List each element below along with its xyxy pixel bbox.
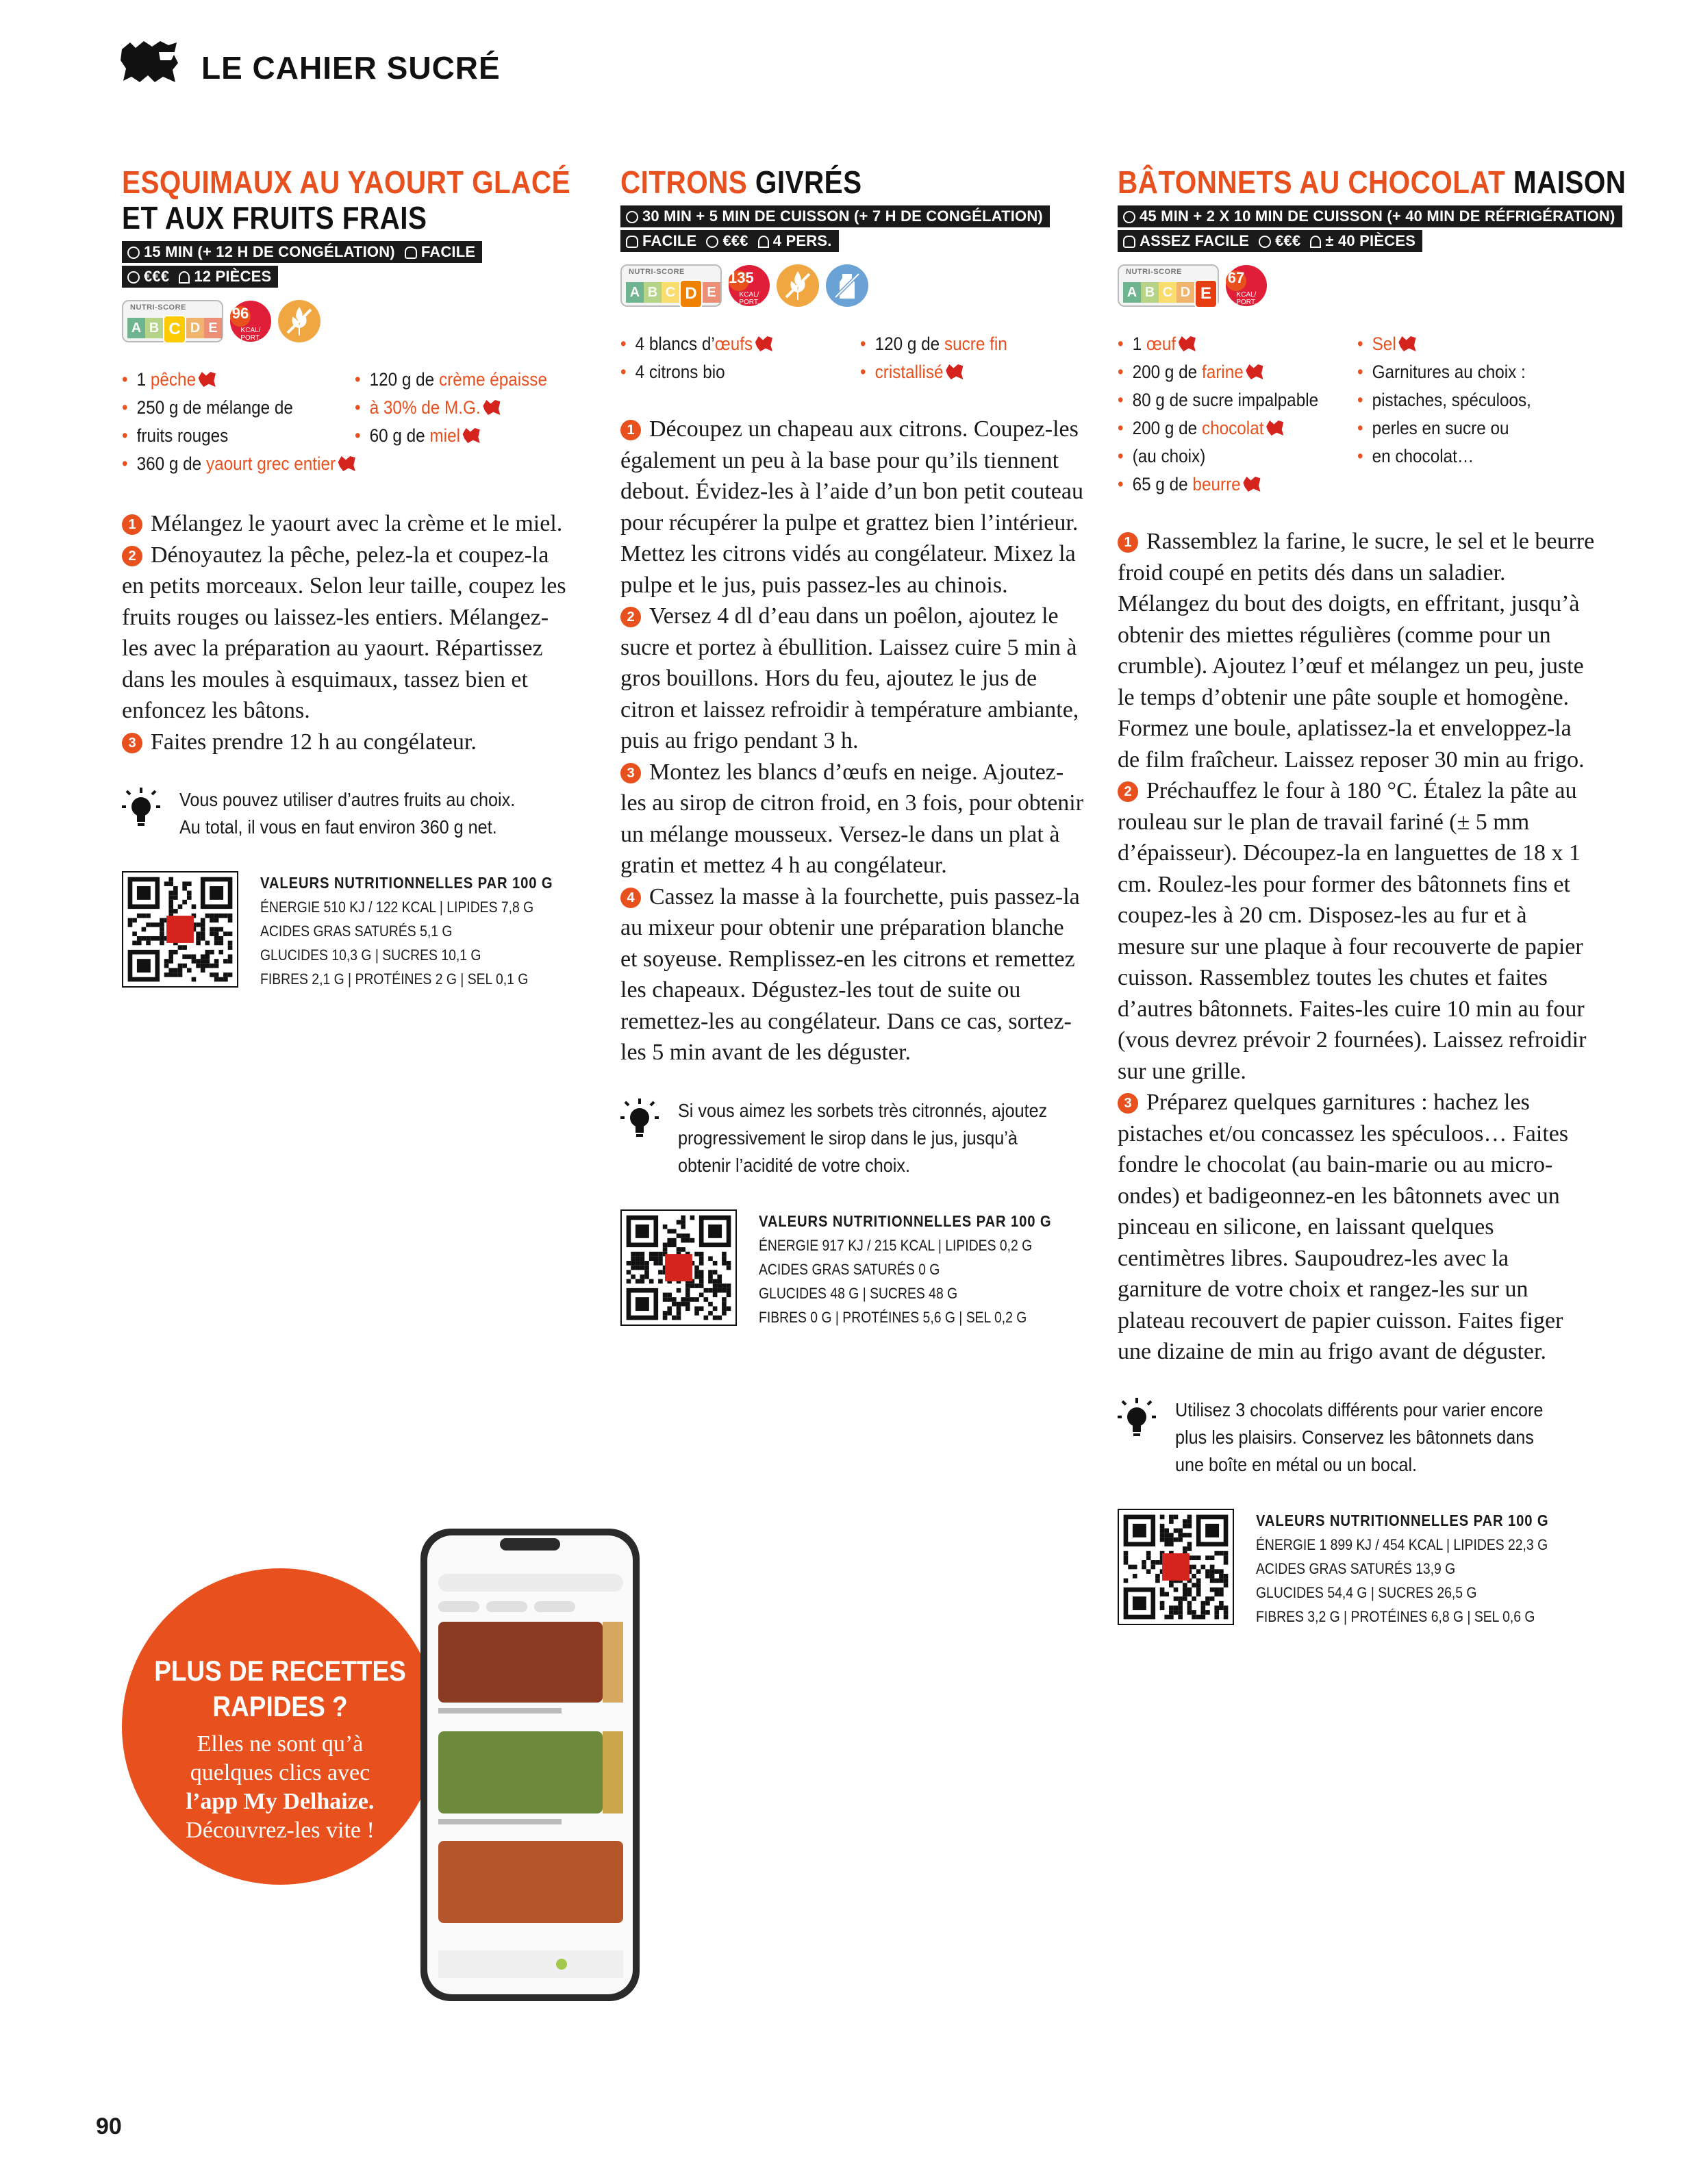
qr-code[interactable]	[1118, 1509, 1234, 1625]
list-item: • 4 blancs d’œufs	[620, 330, 836, 358]
step: 2 Versez 4 dl d’eau dans un poêlon, ajoutez le sucre et portez à ébullition. Laissez cuire 5 min à gros bouillons. Hors du feu, ajoutez le jus de citron et laissez refroidir à température ambiante, puis au frigo pendant 3 h.	[620, 603, 1079, 753]
lightbulb-icon	[1118, 1396, 1156, 1444]
step: 2 Préchauffez le four à 180 °C. Étalez la pâte au rouleau sur le plan de travail fariné (± 5 mm d’épaisseur). Découpez-la en languettes de 18 x 1 cm. Roulez-les pour former des bâtonnets fins et coupez-les à 20 cm. Disposez-les au fur et à mesure sur une plaque à four recouverte de papier cuisson. Rassemblez toutes les chutes et faites d’autres bâtonnets. Faites-les cuire 10 min au four (vous devrez prévoir 2 fournées). Laissez refroidir sur une grille.	[1118, 778, 1587, 1084]
qr-code[interactable]	[620, 1209, 737, 1326]
list-item: • à 30% de M.G.	[355, 394, 547, 422]
step: 3 Montez les blancs d’œufs en neige. Ajoutez-les au sirop de citron froid, en 3 fois, pour obtenir un mélange mousseux. Versez-le dans un plat à gratin et mettez 4 h au congélateur.	[620, 759, 1084, 878]
recipe-batonnets	[1118, 164, 1626, 1629]
list-item: • en chocolat…	[1357, 442, 1531, 470]
ingredients	[1118, 330, 1597, 499]
nutriscore-letter: B	[1141, 282, 1159, 303]
nutriscore-letter: A	[1123, 282, 1141, 303]
ingredients	[620, 330, 1086, 386]
qr-code[interactable]	[122, 871, 238, 988]
recipe-title: BÂTONNETS AU CHOCOLAT MAISON	[1118, 164, 1626, 200]
clock-icon	[1123, 211, 1135, 223]
price-icon	[706, 236, 718, 248]
lightbulb-icon	[620, 1097, 659, 1145]
ingredients	[122, 366, 574, 478]
chef-hat-icon	[405, 247, 417, 259]
nutriscore-letter: C	[163, 315, 186, 344]
badges	[122, 297, 574, 345]
nutriscore-letter: A	[127, 318, 145, 338]
badges	[1118, 262, 1597, 310]
step: 3 Préparez quelques garnitures : hachez les pistaches et/ou concassez les spéculoos… Faites fondre le chocolat (au bain-marie ou au micro-ondes) et badigeonnez-en les bâtonnets avec un pinceau en silicone, en laissant quelques centimètres libres. Saupoudrez-les avec la garniture de votre choix et rangez-les sur un plateau recouvert de papier cuisson. Faites figer une dizaine de min au frigo avant de déguster.	[1118, 1090, 1569, 1364]
nutriscore-letter: B	[644, 282, 662, 303]
nutriscore-letter: C	[662, 282, 679, 303]
list-item: • perles en sucre ou	[1357, 414, 1531, 442]
recipe-tags: 15 MIN (+ 12 H DE CONGÉLATION) FACILE €€€ 12 PIÈCES	[122, 241, 574, 290]
gluten-free-icon	[278, 300, 320, 342]
chef-hat-icon	[626, 236, 638, 248]
kcal-badge: 135 KCAL/ PORT.	[729, 265, 770, 306]
clock-icon	[127, 247, 140, 259]
step: 1 Rassemblez la farine, le sucre, le sel et le beurre froid coupé en petits dés dans un saladier. Mélangez du bout des doigts, en effritant, jusqu’à obtenir des miettes régulières (comme pour un crumble). Ajoutez l’œuf et mélangez un peu, juste le temps d’obtenir une pâte souple et homogène. Formez une boule, aplatissez-la et enveloppez-la de film fraîcheur. Laissez reposer 30 min au frigo.	[1118, 529, 1595, 773]
nutrition-info: VALEURS NUTRITIONNELLES PAR 100 G ÉNERGIE 1 899 KJ / 454 KCAL | LIPIDES 22,3 G ACIDES GRAS SATURÉS 13,9 G GLUCIDES 54,4 G | SUCRES 26,5 G FIBRES 3,2 G | PROTÉINES 6,8 G | SEL 0,6 G	[1118, 1509, 1597, 1629]
list-item: • 120 g de crème épaisse	[355, 366, 547, 394]
recipe-steps	[620, 414, 1086, 1068]
nutrition-info: VALEURS NUTRITIONNELLES PAR 100 G ÉNERGIE 917 KJ / 215 KCAL | LIPIDES 0,2 G ACIDES GRAS SATURÉS 0 G GLUCIDES 48 G | SUCRES 48 G FIBRES 0 G | PROTÉINES 5,6 G | SEL 0,2 G	[620, 1209, 1086, 1329]
list-item: • 65 g de beurre	[1118, 470, 1333, 499]
list-item: • 250 g de mélange de	[122, 394, 331, 422]
badges	[620, 262, 1086, 310]
nutriscore-letter: E	[204, 318, 222, 338]
nutriscore-letter: E	[703, 282, 720, 303]
nutriscore-badge: NUTRI-SCORE A B C D E	[122, 300, 223, 342]
recipe-title: ESQUIMAUX AU YAOURT GLACÉ ET AUX FRUITS FRAIS	[122, 164, 571, 236]
list-item: • 1 pêche	[122, 366, 331, 394]
list-item: • fruits rouges	[122, 422, 331, 450]
list-item: • (au choix)	[1118, 442, 1333, 470]
tip: Si vous aimez les sorbets très citronnés, ajoutez progressivement le sirop dans le jus, jusqu’à obtenir l’acidité de votre choix.	[620, 1097, 1086, 1179]
step: 1 Découpez un chapeau aux citrons. Coupez-les également un peu à la base pour qu’ils tiennent debout. Évidez-les à l’aide d’un bon petit couteau pour récupérer la pulpe et grattez bien l’intérieur. Mettez les citrons vidés au congélateur. Mixez la pulpe et le jus, puis passez-les au chinois.	[620, 416, 1083, 598]
nutriscore-badge: NUTRI-SCORE A B C D E	[620, 264, 722, 307]
nutriscore-letter: C	[1159, 282, 1176, 303]
recipe-steps	[1118, 526, 1597, 1368]
step: 4 Cassez la masse à la fourchette, puis passez-la au mixeur pour obtenir une préparation blanche et soyeuse. Remplissez-en les citrons et remettez les chapeaux. Dégustez-les tout de suite ou remettez-les au congélateur. Dans ce cas, sortez-les 5 min avant de les déguster.	[620, 883, 1080, 1065]
portions-icon	[1310, 236, 1321, 248]
nutriscore-letter: D	[679, 279, 703, 308]
step: 1 Mélangez le yaourt avec la crème et le miel.	[122, 508, 574, 540]
recipe-tags: 45 MIN + 2 X 10 MIN DE CUISSON (+ 40 MIN DE RÉFRIGÉRATION) ASSEZ FACILE €€€ ± 40 PIÈCES	[1118, 205, 1597, 255]
list-item: • Garnitures au choix :	[1357, 358, 1531, 386]
delhaize-lion-logo	[121, 40, 178, 84]
list-item: • 120 g de sucre fin	[860, 330, 1007, 358]
list-item: • 1 œuf	[1118, 330, 1333, 358]
page-number: 90	[96, 2113, 122, 2139]
nutriscore-letter: A	[626, 282, 644, 303]
price-icon	[127, 271, 140, 284]
section-title: LE CAHIER SUCRÉ	[201, 50, 501, 86]
smartphone-app-image	[418, 1526, 642, 2004]
recipe-citrons	[620, 164, 1086, 1329]
kcal-badge: 67 KCAL/ PORT.	[1226, 265, 1267, 306]
nutriscore-letter: D	[186, 318, 204, 338]
recipe-tags: 30 MIN + 5 MIN DE CUISSON (+ 7 H DE CONGÉLATION) FACILE €€€ 4 PERS.	[620, 205, 1086, 255]
list-item: • 200 g de farine	[1118, 358, 1333, 386]
list-item: • 80 g de sucre impalpable	[1118, 386, 1333, 414]
list-item: • pistaches, spéculoos,	[1357, 386, 1531, 414]
list-item: • Sel	[1357, 330, 1531, 358]
lightbulb-icon	[122, 786, 160, 834]
price-icon	[1259, 236, 1271, 248]
nutrition-info: VALEURS NUTRITIONNELLES PAR 100 G ÉNERGIE 510 KJ / 122 KCAL | LIPIDES 7,8 G ACIDES GRAS SATURÉS 5,1 G GLUCIDES 10,3 G | SUCRES 10,1 G FIBRES 2,1 G | PROTÉINES 2 G | SEL 0,1 G	[122, 871, 574, 991]
clock-icon	[626, 211, 638, 223]
chef-hat-icon	[1123, 236, 1135, 248]
lactose-free-icon	[826, 264, 868, 307]
nutriscore-letter: E	[1194, 279, 1218, 308]
recipe-title: CITRONS GIVRÉS	[620, 164, 862, 200]
list-item: • 60 g de miel	[355, 422, 547, 450]
portions-icon	[179, 271, 190, 284]
gluten-free-icon	[777, 264, 819, 307]
nutriscore-letter: D	[1176, 282, 1194, 303]
list-item: • 4 citrons bio	[620, 358, 836, 386]
tip: Vous pouvez utiliser d’autres fruits au choix. Au total, il vous en faut environ 360 g net.	[122, 786, 574, 841]
tip: Utilisez 3 chocolats différents pour varier encore plus les plaisirs. Conservez les bâtonnets dans une boîte en métal ou un bocal.	[1118, 1396, 1597, 1479]
app-promo-circle[interactable]: PLUS DE RECETTES RAPIDES ? Elles ne sont qu’à quelques clics avec l’app My Delhaize. Découvrez-les vite !	[122, 1568, 438, 1885]
list-item: • cristallisé	[860, 358, 1007, 386]
portions-icon	[758, 236, 769, 248]
kcal-badge: 96 KCAL/ PORT.	[230, 301, 271, 342]
list-item: • 200 g de chocolat	[1118, 414, 1333, 442]
recipe-esquimaux	[122, 164, 574, 991]
nutriscore-badge: NUTRI-SCORE A B C D E	[1118, 264, 1219, 307]
nutriscore-letter: B	[145, 318, 163, 338]
recipe-steps	[122, 508, 574, 757]
step: 3 Faites prendre 12 h au congélateur.	[122, 727, 574, 758]
list-item: • 360 g de yaourt grec entier	[122, 450, 331, 478]
step: 2 Dénoyautez la pêche, pelez-la et coupez-la en petits morceaux. Selon leur taille, coupez les fruits rouges ou laissez-les entiers. Mélangez-les avec la préparation au yaourt. Répartissez dans les moules à esquimaux, tassez bien et enfoncez les bâtons.	[122, 542, 566, 723]
